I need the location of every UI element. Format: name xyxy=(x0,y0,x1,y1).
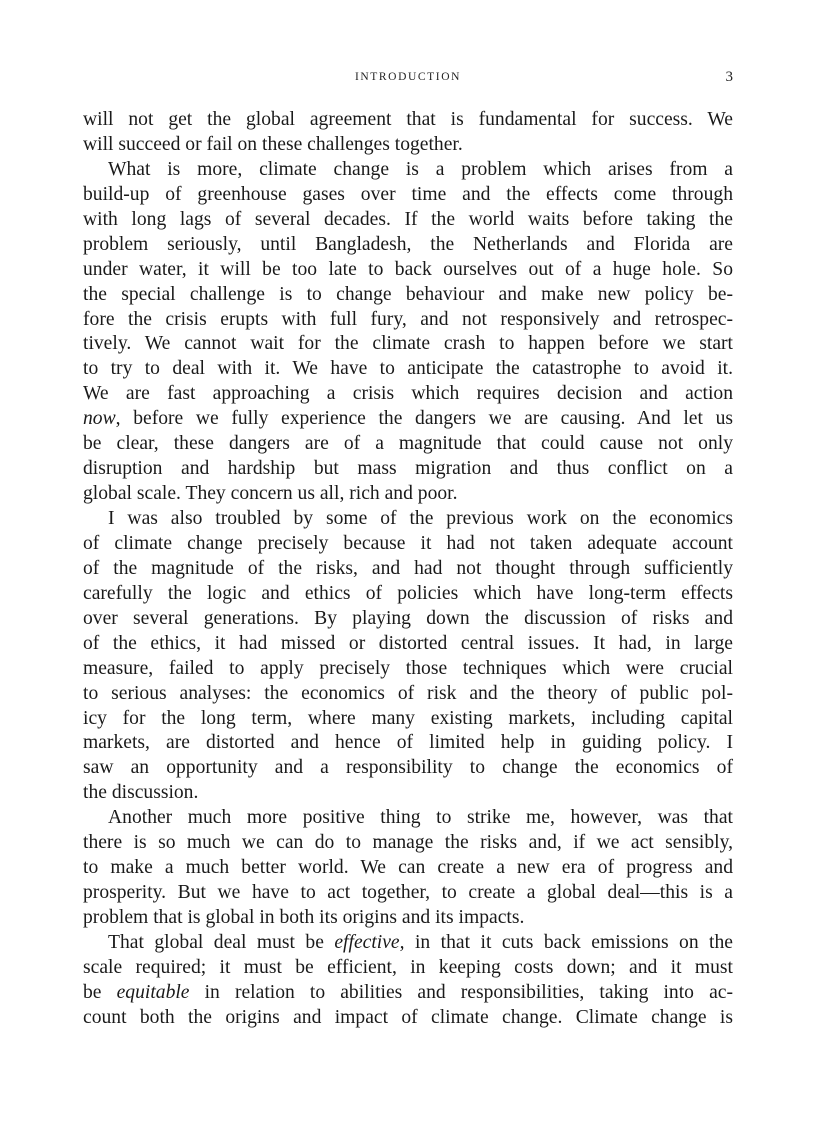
text-line: to try to deal with it. We have to anticipate the catastrophe to avoid it. xyxy=(83,358,733,380)
page-number: 3 xyxy=(725,69,733,85)
text-line: disruption and hardship but mass migration and thus conflict on a xyxy=(83,458,733,480)
text-segment: be xyxy=(83,981,117,1003)
paragraph xyxy=(83,507,733,806)
emphasis-effective: effective, xyxy=(334,931,405,953)
text-line: the special challenge is to change behaviour and make new policy be- xyxy=(83,283,733,305)
text-line: Another much more positive thing to strike me, however, was that xyxy=(108,807,733,829)
text-line: prosperity. But we have to act together, to create a global deal—this is a xyxy=(83,882,733,904)
text-line: there is so much we can do to manage the risks and, if we act sensibly, xyxy=(83,832,733,854)
text-line: over several generations. By playing down the discussion of risks and xyxy=(83,607,733,629)
text-segment: , before we fully experience the dangers we are causing. And let us xyxy=(115,408,733,430)
text-segment: in relation to abilities and responsibilities, taking into ac- xyxy=(189,981,733,1003)
text-line-with-italic xyxy=(83,981,733,1006)
text-segment: That global deal must be xyxy=(108,931,335,953)
text-line: markets, are distorted and hence of limited help in guiding policy. I xyxy=(83,732,733,754)
paragraph xyxy=(83,158,733,507)
text-line: be clear, these dangers are of a magnitude that could cause not only xyxy=(83,433,733,455)
text-line-with-italic xyxy=(83,407,733,432)
text-line: fore the crisis erupts with full fury, and not responsively and retrospec- xyxy=(83,308,733,330)
text-line: with long lags of several decades. If the world waits before taking the xyxy=(83,208,733,230)
text-line: build-up of greenhouse gases over time and the effects come through xyxy=(83,183,733,205)
text-line: problem seriously, until Bangladesh, the Netherlands and Florida are xyxy=(83,233,733,255)
text-line: icy for the long term, where many existing markets, including capital xyxy=(83,707,733,729)
text-line: under water, it will be too late to back ourselves out of a huge hole. So xyxy=(83,258,733,280)
text-line: of the magnitude of the risks, and had not thought through sufficiently xyxy=(83,557,733,579)
text-line-with-italic xyxy=(108,931,733,956)
text-line: of the ethics, it had missed or distorted central issues. It had, in large xyxy=(83,632,733,654)
text-line: What is more, climate change is a problem which arises from a xyxy=(108,158,733,180)
emphasis-equitable: equitable xyxy=(116,981,190,1003)
text-line: will succeed or fail on these challenges together. xyxy=(83,133,463,155)
text-line: carefully the logic and ethics of policies which have long-term effects xyxy=(83,582,733,604)
text-line: of climate change precisely because it had not taken adequate account xyxy=(83,532,733,554)
text-line: count both the origins and impact of climate change. Climate change is xyxy=(83,1006,733,1028)
text-line: will not get the global agreement that is fundamental for success. We xyxy=(83,109,733,130)
paragraph xyxy=(83,931,733,1031)
emphasis-now: now xyxy=(83,408,116,430)
text-line: saw an opportunity and a responsibility to change the economics of xyxy=(83,757,733,779)
running-head xyxy=(83,69,733,85)
body-text xyxy=(83,108,733,1031)
text-line: to serious analyses: the economics of risk and the theory of public pol- xyxy=(83,682,733,704)
text-segment: in that it cuts back emissions on the xyxy=(404,931,733,953)
paragraph xyxy=(83,108,733,158)
text-line: We are fast approaching a crisis which requires decision and action xyxy=(83,383,733,405)
text-line: the discussion. xyxy=(83,782,199,804)
text-line: global scale. They concern us all, rich and poor. xyxy=(83,483,458,505)
text-line: I was also troubled by some of the previous work on the economics xyxy=(108,508,733,529)
text-line: measure, failed to apply precisely those techniques which were crucial xyxy=(83,657,733,679)
text-line: scale required; it must be efficient, in keeping costs down; and it must xyxy=(83,956,733,978)
text-line: tively. We cannot wait for the climate crash to happen before we start xyxy=(83,333,733,355)
paragraph xyxy=(83,806,733,931)
text-line: to make a much better world. We can create a new era of progress and xyxy=(83,857,733,879)
text-line: problem that is global in both its origins and its impacts. xyxy=(83,907,525,928)
running-title: INTRODUCTION xyxy=(354,71,462,83)
